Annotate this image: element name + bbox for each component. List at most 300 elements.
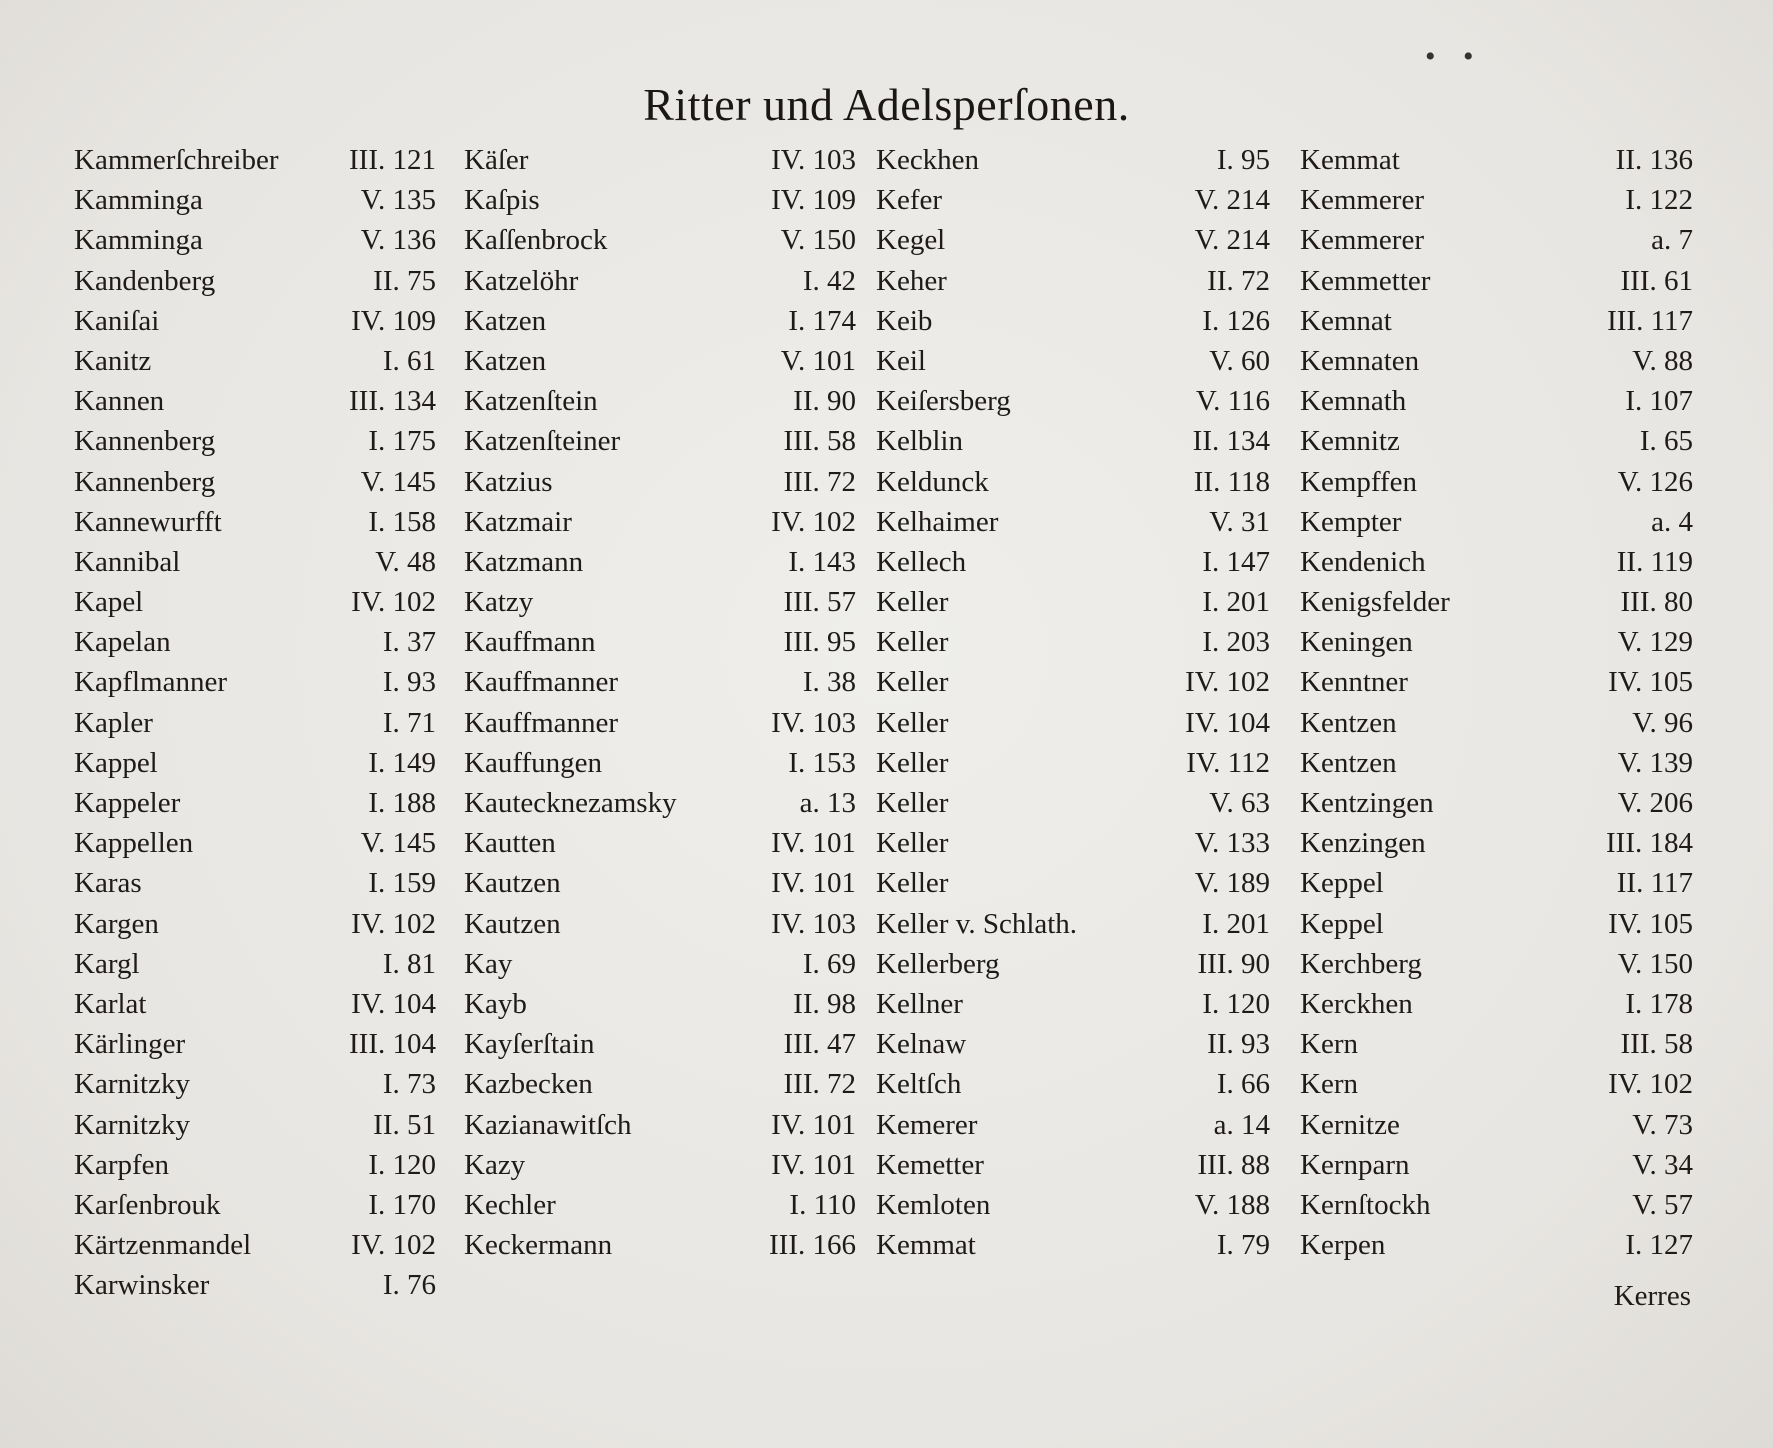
index-entry bbox=[876, 1064, 1270, 1104]
entry-name: Keher bbox=[876, 264, 947, 297]
index-entry bbox=[464, 1024, 856, 1064]
entry-reference: V. 150 bbox=[780, 224, 856, 257]
index-entry bbox=[74, 944, 436, 984]
index-column-2 bbox=[464, 140, 856, 1265]
index-entry bbox=[876, 1024, 1270, 1064]
entry-reference: I. 178 bbox=[1625, 987, 1693, 1020]
entry-reference: II. 136 bbox=[1615, 144, 1693, 176]
entry-name: Katzmann bbox=[464, 545, 584, 578]
entry-name: Kemnat bbox=[1300, 304, 1392, 337]
entry-name: Kefer bbox=[876, 184, 943, 217]
entry-name: Kernitze bbox=[1300, 1108, 1400, 1141]
entry-name: Keckhen bbox=[876, 144, 980, 176]
entry-reference: V. 88 bbox=[1632, 344, 1693, 377]
entry-reference: III. 184 bbox=[1606, 827, 1693, 860]
index-entry bbox=[74, 341, 436, 381]
entry-reference: III. 166 bbox=[769, 1229, 856, 1262]
entry-name: Katzelöhr bbox=[464, 264, 579, 297]
entry-name: Kemmetter bbox=[1300, 264, 1431, 297]
entry-reference: IV. 101 bbox=[771, 827, 856, 860]
entry-name: Kechler bbox=[464, 1188, 556, 1221]
entry-reference: V. 206 bbox=[1617, 787, 1693, 819]
index-entry bbox=[876, 703, 1270, 743]
entry-name: Keib bbox=[876, 304, 933, 337]
index-entry bbox=[74, 502, 436, 542]
index-entry bbox=[876, 502, 1270, 542]
entry-name: Kentzen bbox=[1300, 706, 1397, 739]
index-entry bbox=[464, 863, 856, 903]
entry-name: Kazbecken bbox=[464, 1068, 593, 1101]
entry-name: Kendenich bbox=[1300, 545, 1426, 578]
index-entry bbox=[74, 743, 436, 783]
index-entry bbox=[464, 823, 856, 863]
entry-name: Kappel bbox=[74, 746, 158, 779]
index-entry bbox=[876, 582, 1270, 622]
index-entry bbox=[464, 1105, 856, 1145]
index-entry bbox=[464, 381, 856, 421]
entry-name: Katzenſtein bbox=[464, 385, 598, 418]
index-entry bbox=[1300, 984, 1693, 1024]
entry-reference: I. 175 bbox=[368, 425, 436, 458]
entry-name: Karnitzky bbox=[74, 1108, 190, 1141]
index-entry bbox=[74, 703, 436, 743]
entry-name: Kemloten bbox=[876, 1188, 991, 1221]
entry-reference: IV. 102 bbox=[1185, 666, 1270, 699]
index-entry bbox=[876, 261, 1270, 301]
entry-reference: I. 79 bbox=[1216, 1229, 1270, 1262]
index-entry bbox=[1300, 1185, 1693, 1225]
entry-name: Kauffmann bbox=[464, 626, 596, 659]
entry-name: Kemmat bbox=[876, 1229, 976, 1262]
entry-reference: I. 120 bbox=[1202, 987, 1270, 1020]
entry-reference: I. 158 bbox=[368, 505, 436, 538]
entry-reference: III. 134 bbox=[349, 385, 436, 418]
entry-reference: V. 31 bbox=[1209, 505, 1270, 538]
entry-reference: III. 121 bbox=[349, 144, 436, 176]
entry-reference: III. 117 bbox=[1607, 304, 1693, 337]
index-entry bbox=[464, 421, 856, 461]
entry-reference: a. 13 bbox=[799, 787, 856, 819]
entry-name: Kannen bbox=[74, 385, 165, 418]
entry-name: Katzmair bbox=[464, 505, 572, 538]
entry-name: Kauffungen bbox=[464, 746, 602, 779]
entry-name: Kentzingen bbox=[1300, 787, 1434, 819]
entry-name: Kappellen bbox=[74, 827, 194, 860]
index-entry bbox=[876, 904, 1270, 944]
index-entry bbox=[876, 743, 1270, 783]
index-entry bbox=[1300, 341, 1693, 381]
entry-name: Kautecknezamsky bbox=[464, 787, 677, 819]
entry-name: Kandenberg bbox=[74, 264, 216, 297]
entry-name: Karas bbox=[74, 867, 142, 900]
entry-name: Kammerſchreiber bbox=[74, 144, 279, 176]
index-entry bbox=[876, 863, 1270, 903]
entry-reference: I. 71 bbox=[382, 706, 436, 739]
index-entry bbox=[464, 1064, 856, 1104]
entry-name: Kemmat bbox=[1300, 144, 1400, 176]
index-entry bbox=[464, 502, 856, 542]
entry-reference: V. 145 bbox=[360, 465, 436, 498]
entry-reference: V. 133 bbox=[1194, 827, 1270, 860]
entry-name: Kemnaten bbox=[1300, 344, 1420, 377]
entry-name: Kerpen bbox=[1300, 1229, 1386, 1262]
entry-reference: III. 57 bbox=[783, 586, 856, 619]
index-entry bbox=[464, 984, 856, 1024]
entry-name: Kempffen bbox=[1300, 465, 1418, 498]
entry-name: Kapler bbox=[74, 706, 153, 739]
index-entry bbox=[1300, 904, 1693, 944]
entry-name: Kerckhen bbox=[1300, 987, 1413, 1020]
entry-name: Keller v. Schlath. bbox=[876, 907, 1078, 940]
index-entry bbox=[74, 180, 436, 220]
entry-reference: III. 72 bbox=[783, 1068, 856, 1101]
index-entry bbox=[464, 944, 856, 984]
entry-name: Kauffmanner bbox=[464, 666, 619, 699]
index-entry bbox=[464, 1225, 856, 1265]
entry-reference: I. 201 bbox=[1202, 907, 1270, 940]
entry-reference: I. 95 bbox=[1216, 144, 1270, 176]
entry-reference: I. 122 bbox=[1625, 184, 1693, 217]
entry-name: Kapflmanner bbox=[74, 666, 227, 699]
index-entry bbox=[1300, 1145, 1693, 1185]
index-entry bbox=[1300, 863, 1693, 903]
entry-name: Kernparn bbox=[1300, 1148, 1410, 1181]
entry-name: Kemnitz bbox=[1300, 425, 1400, 458]
entry-name: Kapel bbox=[74, 586, 144, 619]
entry-reference: V. 73 bbox=[1632, 1108, 1693, 1141]
index-entry bbox=[876, 341, 1270, 381]
entry-name: Kempter bbox=[1300, 505, 1402, 538]
index-entry bbox=[74, 783, 436, 823]
entry-name: Kenzingen bbox=[1300, 827, 1426, 860]
entry-name: Keningen bbox=[1300, 626, 1413, 659]
entry-reference: I. 153 bbox=[788, 746, 856, 779]
entry-name: Kerchberg bbox=[1300, 947, 1422, 980]
entry-name: Kannenberg bbox=[74, 465, 216, 498]
entry-name: Kappeler bbox=[74, 787, 181, 819]
entry-reference: IV. 101 bbox=[771, 1148, 856, 1181]
index-entry bbox=[1300, 1024, 1693, 1064]
entry-reference: IV. 103 bbox=[771, 706, 856, 739]
entry-reference: II. 118 bbox=[1193, 465, 1270, 498]
index-column-1 bbox=[74, 140, 436, 1305]
entry-name: Katzen bbox=[464, 304, 547, 337]
entry-reference: II. 75 bbox=[373, 264, 436, 297]
index-entry bbox=[876, 984, 1270, 1024]
index-entry bbox=[876, 783, 1270, 823]
index-entry bbox=[876, 421, 1270, 461]
index-entry bbox=[74, 823, 436, 863]
entry-name: Keller bbox=[876, 666, 949, 699]
entry-name: Kamminga bbox=[74, 224, 203, 257]
entry-reference: III. 104 bbox=[349, 1028, 436, 1061]
entry-reference: IV. 102 bbox=[351, 1229, 436, 1262]
entry-reference: I. 201 bbox=[1202, 586, 1270, 619]
entry-name: Keller bbox=[876, 626, 949, 659]
entry-name: Keil bbox=[876, 344, 926, 377]
index-entry bbox=[74, 662, 436, 702]
entry-name: Kemerer bbox=[876, 1108, 978, 1141]
entry-name: Käſer bbox=[464, 144, 529, 176]
entry-reference: V. 57 bbox=[1632, 1188, 1693, 1221]
entry-name: Kentzen bbox=[1300, 746, 1397, 779]
entry-name: Karpfen bbox=[74, 1148, 170, 1181]
entry-name: Kautzen bbox=[464, 907, 561, 940]
entry-name: Kautten bbox=[464, 827, 556, 860]
entry-name: Kannewurfft bbox=[74, 505, 222, 538]
index-entry bbox=[876, 944, 1270, 984]
entry-reference: IV. 109 bbox=[351, 304, 436, 337]
entry-name: Keller bbox=[876, 746, 949, 779]
entry-name: Kayb bbox=[464, 987, 527, 1020]
index-entry bbox=[464, 180, 856, 220]
index-entry bbox=[1300, 261, 1693, 301]
index-entry bbox=[74, 863, 436, 903]
index-entry bbox=[876, 180, 1270, 220]
entry-reference: IV. 103 bbox=[771, 907, 856, 940]
index-entry bbox=[1300, 783, 1693, 823]
index-entry bbox=[1300, 703, 1693, 743]
entry-name: Kauffmanner bbox=[464, 706, 619, 739]
entry-name: Kargl bbox=[74, 947, 140, 980]
entry-reference: V. 214 bbox=[1194, 184, 1270, 217]
entry-reference: III. 47 bbox=[783, 1028, 856, 1061]
entry-name: Keldunck bbox=[876, 465, 989, 498]
index-entry bbox=[464, 904, 856, 944]
entry-reference: I. 149 bbox=[368, 746, 436, 779]
entry-reference: I. 76 bbox=[382, 1269, 436, 1302]
index-entry bbox=[464, 622, 856, 662]
index-entry bbox=[876, 542, 1270, 582]
index-entry bbox=[464, 261, 856, 301]
index-entry bbox=[464, 220, 856, 260]
index-entry bbox=[1300, 944, 1693, 984]
index-entry bbox=[1300, 381, 1693, 421]
entry-name: Kern bbox=[1300, 1028, 1358, 1061]
entry-reference: III. 61 bbox=[1620, 264, 1693, 297]
entry-name: Kannenberg bbox=[74, 425, 216, 458]
entry-name: Kayſerſtain bbox=[464, 1028, 595, 1061]
entry-reference: IV. 105 bbox=[1608, 666, 1693, 699]
entry-reference: I. 174 bbox=[788, 304, 856, 337]
entry-name: Keltſch bbox=[876, 1068, 962, 1101]
index-entry bbox=[74, 462, 436, 502]
entry-name: Kelhaimer bbox=[876, 505, 999, 538]
entry-reference: V. 126 bbox=[1617, 465, 1693, 498]
entry-reference: IV. 105 bbox=[1608, 907, 1693, 940]
entry-reference: V. 116 bbox=[1195, 385, 1270, 418]
index-entry bbox=[1300, 1064, 1693, 1104]
entry-name: Katzius bbox=[464, 465, 553, 498]
entry-name: Keiſersberg bbox=[876, 385, 1011, 418]
index-entry bbox=[74, 301, 436, 341]
entry-reference: IV. 102 bbox=[1608, 1068, 1693, 1101]
entry-name: Keller bbox=[876, 827, 949, 860]
index-entry bbox=[74, 1185, 436, 1225]
index-entry bbox=[876, 140, 1270, 180]
entry-name: Karlat bbox=[74, 987, 147, 1020]
index-entry bbox=[74, 220, 436, 260]
index-entry bbox=[1300, 462, 1693, 502]
entry-reference: III. 80 bbox=[1620, 586, 1693, 619]
entry-name: Kautzen bbox=[464, 867, 561, 900]
entry-reference: V. 96 bbox=[1632, 706, 1693, 739]
index-entry bbox=[74, 140, 436, 180]
entry-name: Keller bbox=[876, 867, 949, 900]
entry-reference: I. 127 bbox=[1625, 1229, 1693, 1262]
index-entry bbox=[74, 542, 436, 582]
entry-name: Keller bbox=[876, 586, 949, 619]
entry-reference: V. 189 bbox=[1194, 867, 1270, 900]
index-entry bbox=[1300, 1225, 1693, 1265]
index-entry bbox=[1300, 140, 1693, 180]
entry-reference: IV. 102 bbox=[351, 907, 436, 940]
entry-name: Keller bbox=[876, 706, 949, 739]
entry-reference: I. 93 bbox=[382, 666, 436, 699]
entry-reference: I. 37 bbox=[382, 626, 436, 659]
page-title: Ritter und Adelsperſonen. bbox=[643, 79, 1130, 130]
entry-reference: V. 135 bbox=[360, 184, 436, 217]
entry-name: Kaſſenbrock bbox=[464, 224, 608, 257]
entry-reference: I. 159 bbox=[368, 867, 436, 900]
index-entry bbox=[74, 904, 436, 944]
index-entry bbox=[74, 1064, 436, 1104]
entry-name: Keppel bbox=[1300, 907, 1384, 940]
entry-reference: V. 145 bbox=[360, 827, 436, 860]
entry-reference: a. 4 bbox=[1651, 505, 1693, 538]
entry-reference: I. 147 bbox=[1202, 545, 1270, 578]
entry-reference: I. 61 bbox=[382, 344, 436, 377]
entry-name: Kernſtockh bbox=[1300, 1188, 1431, 1221]
entry-reference: III. 72 bbox=[783, 465, 856, 498]
entry-name: Kärlinger bbox=[74, 1028, 186, 1061]
index-entry bbox=[876, 823, 1270, 863]
entry-reference: III. 58 bbox=[1620, 1028, 1693, 1061]
entry-reference: I. 143 bbox=[788, 545, 856, 578]
index-entry bbox=[1300, 421, 1693, 461]
index-entry bbox=[74, 1225, 436, 1265]
index-entry bbox=[74, 984, 436, 1024]
entry-reference: IV. 112 bbox=[1186, 746, 1270, 779]
index-entry bbox=[464, 140, 856, 180]
entry-name: Katzen bbox=[464, 344, 547, 377]
entry-name: Kärtzenmandel bbox=[74, 1229, 252, 1262]
index-entry bbox=[74, 582, 436, 622]
entry-reference: III. 88 bbox=[1197, 1148, 1270, 1181]
entry-name: Kemetter bbox=[876, 1148, 984, 1181]
index-entry bbox=[464, 301, 856, 341]
index-entry bbox=[1300, 301, 1693, 341]
entry-name: Kazy bbox=[464, 1148, 526, 1181]
index-entry bbox=[464, 703, 856, 743]
entry-reference: IV. 102 bbox=[771, 505, 856, 538]
entry-reference: V. 129 bbox=[1617, 626, 1693, 659]
entry-name: Kaſpis bbox=[464, 184, 540, 217]
index-entry bbox=[464, 462, 856, 502]
entry-reference: I. 203 bbox=[1202, 626, 1270, 659]
entry-reference: V. 48 bbox=[375, 545, 436, 578]
index-entry bbox=[74, 1105, 436, 1145]
entry-reference: II. 72 bbox=[1207, 264, 1270, 297]
index-entry bbox=[876, 1145, 1270, 1185]
index-entry bbox=[1300, 180, 1693, 220]
entry-name: Karwinsker bbox=[74, 1269, 210, 1302]
entry-name: Katzy bbox=[464, 586, 534, 619]
entry-reference: III. 95 bbox=[783, 626, 856, 659]
entry-name: Kenigsfelder bbox=[1300, 586, 1450, 619]
entry-name: Keppel bbox=[1300, 867, 1384, 900]
index-entry bbox=[74, 261, 436, 301]
entry-name: Kemnath bbox=[1300, 385, 1407, 418]
index-entry bbox=[464, 341, 856, 381]
index-entry bbox=[74, 421, 436, 461]
entry-name: Kanitz bbox=[74, 344, 152, 377]
entry-name: Karnitzky bbox=[74, 1068, 190, 1101]
entry-reference: I. 38 bbox=[802, 666, 856, 699]
entry-name: Kelnaw bbox=[876, 1028, 967, 1061]
index-entry bbox=[876, 381, 1270, 421]
entry-name: Kannibal bbox=[74, 545, 181, 578]
index-entry bbox=[1300, 582, 1693, 622]
index-entry bbox=[464, 662, 856, 702]
entry-reference: V. 101 bbox=[780, 344, 856, 377]
index-entry bbox=[1300, 542, 1693, 582]
index-column-4 bbox=[1300, 140, 1693, 1265]
index-entry bbox=[74, 1024, 436, 1064]
index-entry bbox=[74, 1265, 436, 1305]
entry-reference: IV. 102 bbox=[351, 586, 436, 619]
entry-name: Katzenſteiner bbox=[464, 425, 621, 458]
index-entry bbox=[876, 301, 1270, 341]
entry-reference: I. 170 bbox=[368, 1188, 436, 1221]
index-entry bbox=[74, 381, 436, 421]
entry-reference: V. 34 bbox=[1632, 1148, 1693, 1181]
entry-reference: III. 90 bbox=[1197, 947, 1270, 980]
entry-reference: V. 136 bbox=[360, 224, 436, 257]
entry-name: Kern bbox=[1300, 1068, 1358, 1101]
entry-reference: I. 81 bbox=[382, 947, 436, 980]
index-entry bbox=[1300, 662, 1693, 702]
entry-reference: V. 63 bbox=[1209, 787, 1270, 819]
index-entry bbox=[464, 1185, 856, 1225]
entry-reference: IV. 103 bbox=[771, 144, 856, 176]
entry-name: Kelblin bbox=[876, 425, 963, 458]
entry-name: Kazianawitſch bbox=[464, 1108, 632, 1141]
entry-reference: I. 107 bbox=[1625, 385, 1693, 418]
entry-reference: IV. 101 bbox=[771, 867, 856, 900]
index-entry bbox=[876, 462, 1270, 502]
entry-reference: I. 73 bbox=[382, 1068, 436, 1101]
index-entry bbox=[1300, 622, 1693, 662]
entry-reference: II. 134 bbox=[1192, 425, 1270, 458]
index-entry bbox=[876, 1185, 1270, 1225]
entry-name: Kay bbox=[464, 947, 513, 980]
entry-name: Karſenbrouk bbox=[74, 1188, 221, 1221]
entry-reference: a. 7 bbox=[1651, 224, 1693, 257]
index-entry bbox=[464, 582, 856, 622]
entry-reference: V. 214 bbox=[1194, 224, 1270, 257]
entry-reference: I. 126 bbox=[1202, 304, 1270, 337]
entry-reference: IV. 101 bbox=[771, 1108, 856, 1141]
entry-name: Kellerberg bbox=[876, 947, 1000, 980]
entry-reference: I. 42 bbox=[802, 264, 856, 297]
entry-name: Keckermann bbox=[464, 1229, 613, 1262]
entry-reference: V. 188 bbox=[1194, 1188, 1270, 1221]
entry-name: Keller bbox=[876, 787, 949, 819]
index-entry bbox=[1300, 823, 1693, 863]
index-entry bbox=[1300, 220, 1693, 260]
entry-reference: V. 150 bbox=[1617, 947, 1693, 980]
